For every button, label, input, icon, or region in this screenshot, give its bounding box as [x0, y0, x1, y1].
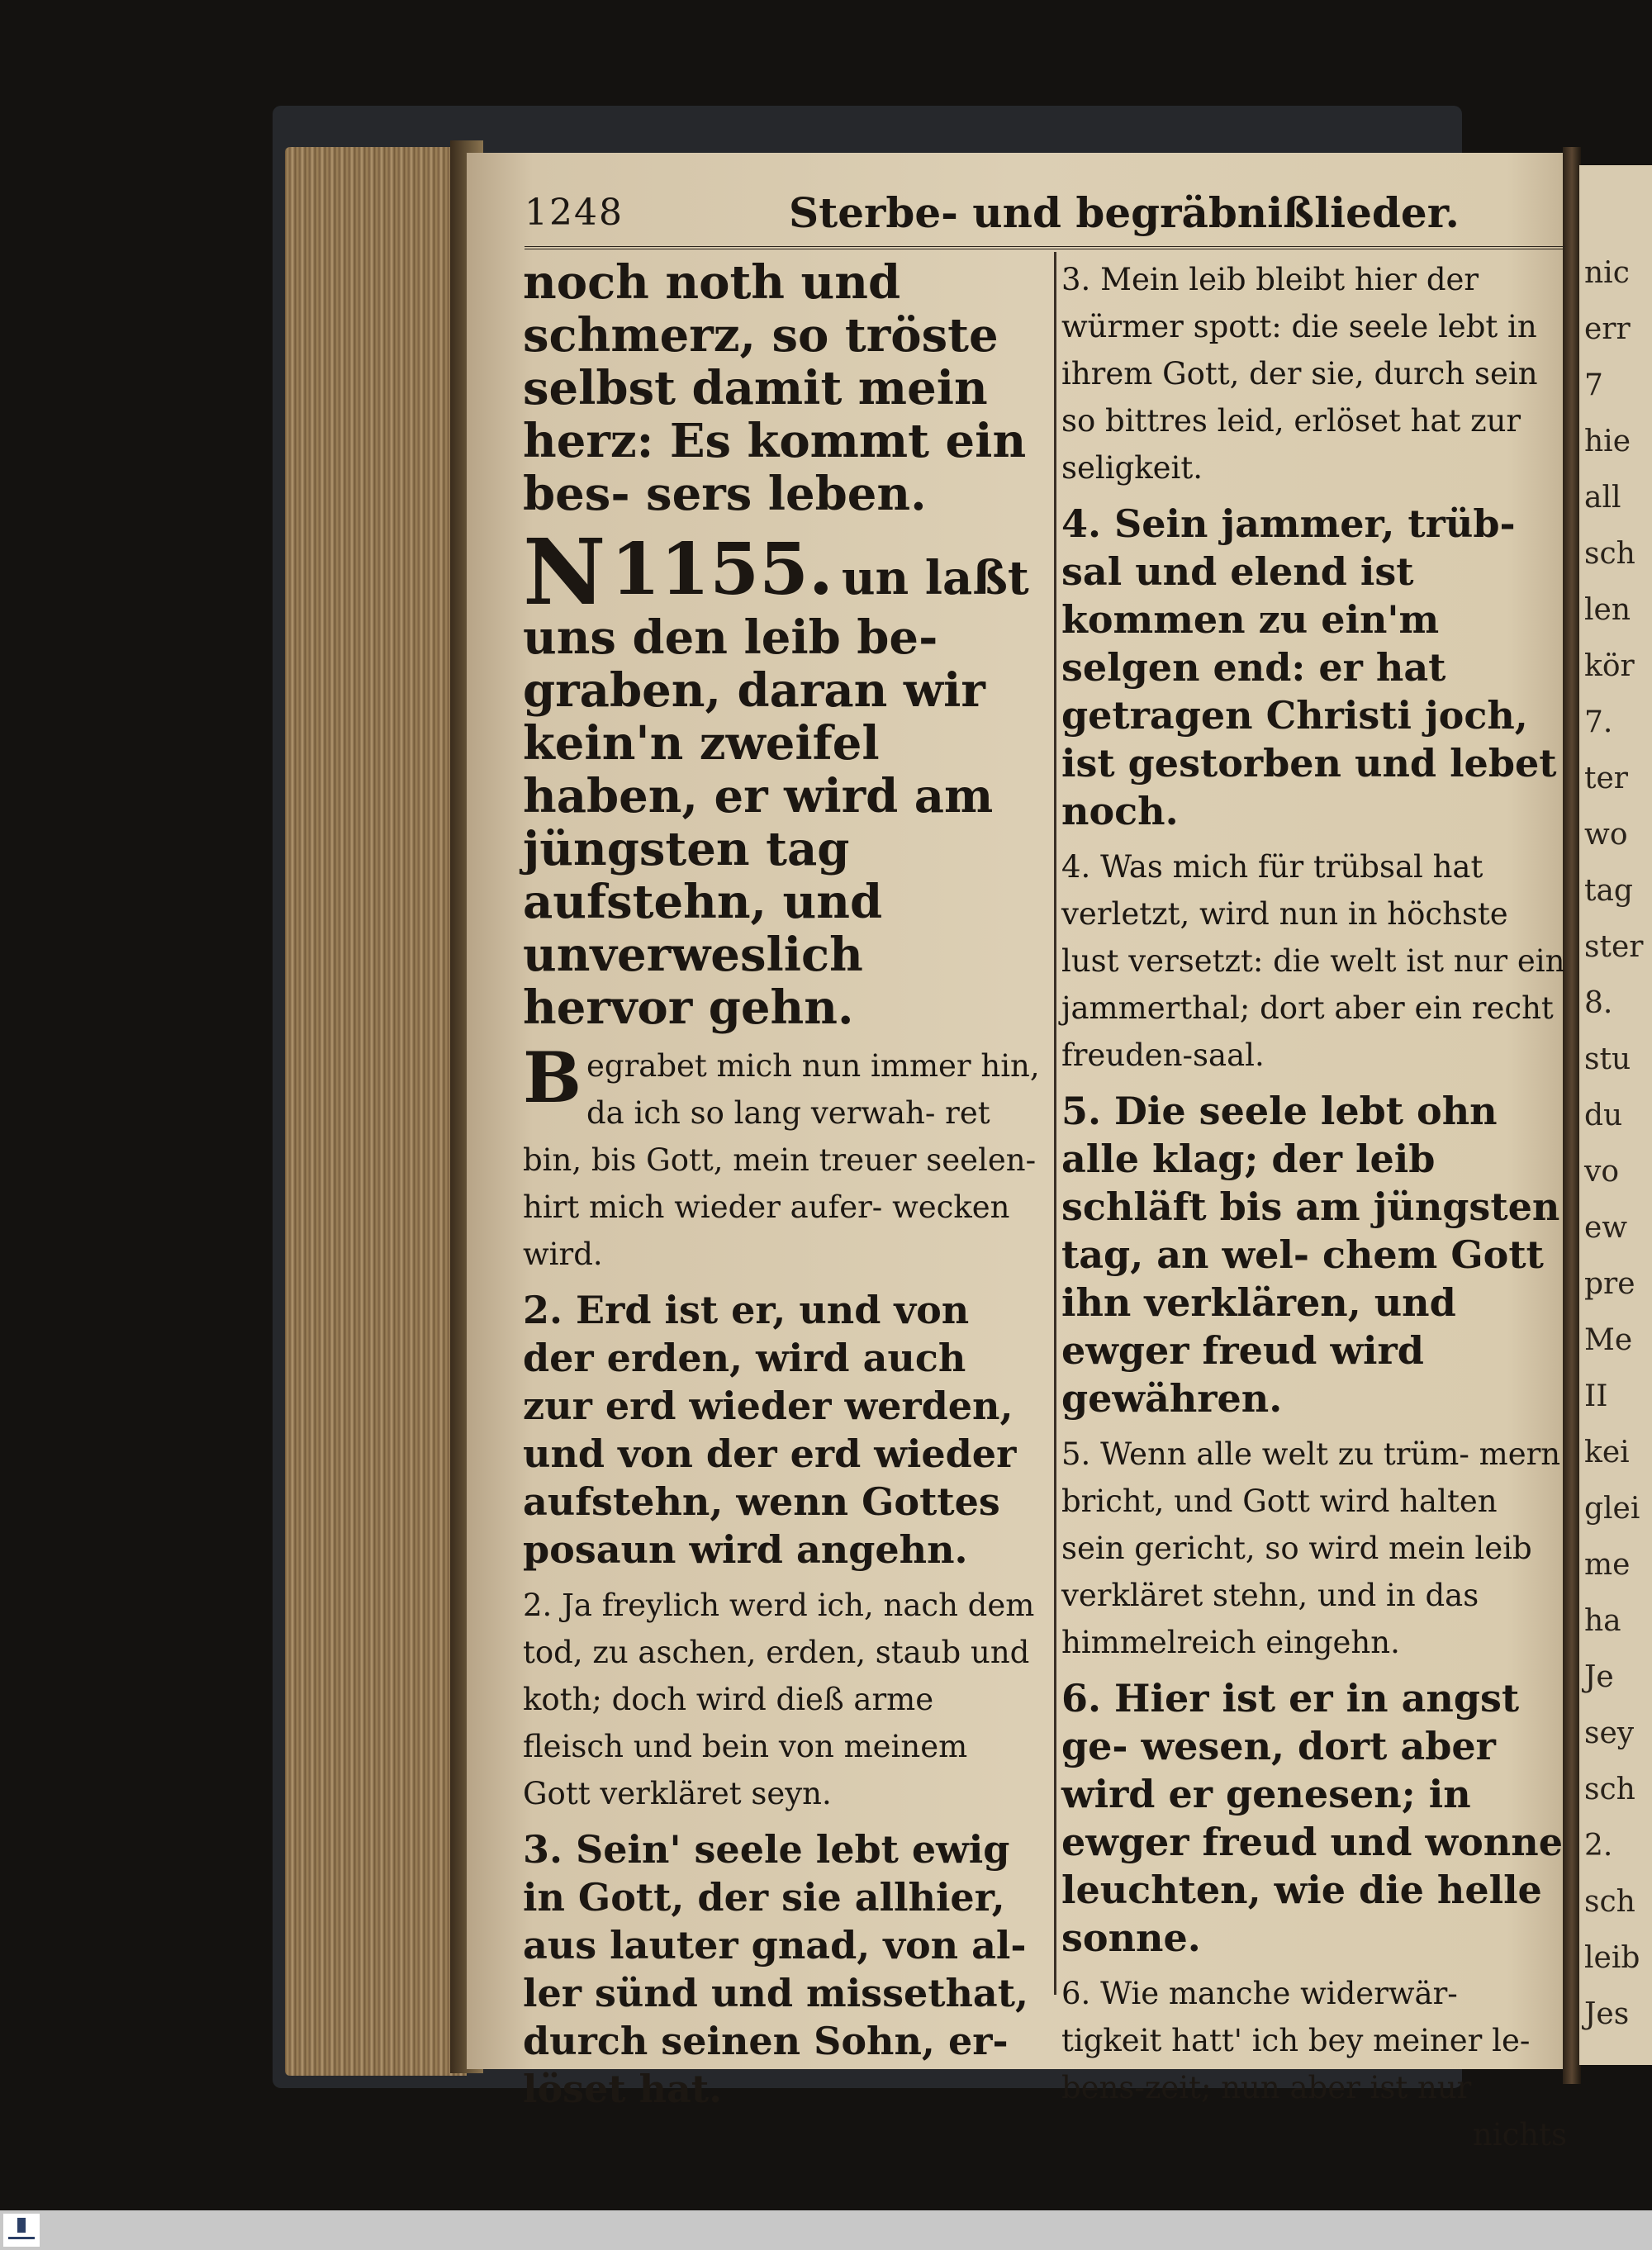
continuation-text: noch noth und schmerz, so tröste selbst damit mein herz: Es kommt ein bes- sers leben.	[523, 255, 1027, 521]
hymn-initial: N	[523, 519, 606, 625]
next-page-fragment: ster	[1584, 930, 1644, 964]
next-page-fragment: glei	[1584, 1492, 1640, 1526]
verse-6: 6. Hier ist er in angst ge- wesen, dort aber wird er genesen; in ewger freud und wonne leuchten, wie die helle sonne.	[1061, 1676, 1563, 1960]
next-page-fragment: Jes	[1584, 1997, 1630, 2031]
next-page-fragment: stu	[1584, 1042, 1631, 1076]
hymn-1155	[523, 519, 1043, 1035]
alternate-verse-4: 4. Was mich für trübsal hat verletzt, wird nun in höchste lust versetzt: die welt ist nur ein jammerthal; dort aber ein recht freuden-saal.	[1061, 849, 1565, 1073]
next-page-fragment: len	[1584, 593, 1631, 627]
page-header	[525, 188, 1565, 249]
next-page-fragment: Me	[1584, 1323, 1633, 1357]
next-page-fragment: du	[1584, 1099, 1623, 1132]
hymn-number: 1155.	[610, 528, 833, 611]
verse-2: 2. Erd ist er, und von der erden, wird auch zur erd wieder werden, und von der erd wieder aufstehn, wenn Gottes posaun wird angehn.	[523, 1288, 1017, 1572]
running-title: Sterbe- und begräbnißlieder.	[789, 188, 1460, 237]
next-page-fragment: vo	[1584, 1155, 1620, 1189]
next-page-fragment: sey	[1584, 1716, 1635, 1750]
logo-mark	[17, 2218, 26, 2233]
verse-5: 5. Die seele lebt ohn alle klag; der leib schläft bis am jüngsten tag, an wel- chem Gott ihn verklären, und ewger freud wird gewähren.	[1061, 1089, 1560, 1421]
next-page-fragment: ter	[1584, 762, 1628, 795]
hymn-text: un laßt uns den leib be- graben, daran wir kein'n zweifel haben, er wird am jüngsten tag aufstehn, und unverweslich hervor gehn.	[523, 551, 1029, 1035]
alternate-verse-2: 2. Ja freylich werd ich, nach dem tod, zu aschen, erden, staub und koth; doch wird dieß arme fleisch und bein von meinem Gott verkläret seyn.	[523, 1588, 1035, 1811]
next-page-fragment: Je	[1584, 1660, 1614, 1694]
next-page-fragment: hie	[1584, 425, 1631, 458]
next-page-fragment: sch	[1584, 1885, 1635, 1919]
page-number: 1248	[525, 192, 624, 234]
next-page-fragment: kei	[1584, 1436, 1630, 1469]
next-page-fragment: sch	[1584, 537, 1635, 571]
alternate-verse-5: 5. Wenn alle welt zu trüm- mern bricht, und Gott wird halten sein gericht, so wird mein leib verkläret stehn, und in das himmelreich eingehn.	[1061, 1436, 1561, 1660]
next-page-fragment: sch	[1584, 1773, 1635, 1806]
verse-4: 4. Sein jammer, trüb- sal und elend ist kommen zu ein'm selgen end: er hat getragen Christi joch, ist gestorben und lebet noch.	[1061, 501, 1557, 833]
next-page-fragment: err	[1584, 312, 1631, 346]
next-page-fragment: kör	[1584, 649, 1635, 683]
page-edges	[285, 147, 467, 2076]
next-page-fragment: pre	[1584, 1267, 1635, 1301]
alt-verse-text: egrabet mich nun immer hin, da ich so lang verwah- ret bin, bis Gott, mein treuer seelen-hirt mich wieder aufer- wecken wird.	[523, 1048, 1040, 1272]
next-page-fragment: all	[1584, 481, 1621, 515]
verse-3: 3. Sein' seele lebt ewig in Gott, der sie allhier, aus lauter gnad, von al- ler sünd und missethat, durch seinen Sohn, er- löset hat.	[523, 1827, 1028, 2111]
alternate-verse-1	[523, 1037, 1043, 1278]
next-page-fragment: 7.	[1584, 705, 1613, 739]
next-page-fragment: me	[1584, 1548, 1631, 1582]
alternate-verse-6: 6. Wie manche widerwär- tigkeit hatt' ich bey meiner le- bens-zeit; nun aber ist nur	[1061, 1976, 1531, 2105]
next-page-fragment: 2.	[1584, 1829, 1613, 1863]
next-page-fragment: wo	[1584, 818, 1628, 852]
next-page-fragment: ha	[1584, 1604, 1621, 1638]
right-column	[1061, 256, 1567, 2158]
next-page-fragment: ew	[1584, 1211, 1628, 1245]
next-page-edge	[1579, 165, 1652, 2065]
left-column	[523, 256, 1043, 2121]
next-page-fragment: tag	[1584, 874, 1633, 908]
next-page-fragment: nic	[1584, 256, 1630, 290]
next-page-fragment: II	[1584, 1379, 1608, 1413]
next-page-fragment: leib	[1584, 1941, 1640, 1975]
alternate-verse-3: 3. Mein leib bleibt hier der würmer spott: die seele lebt in ihrem Gott, der sie, durch sein so bittres leid, erlöset hat zur seligkeit.	[1061, 262, 1538, 486]
viewer-bottom-bar	[0, 2210, 1652, 2250]
library-logo-icon	[3, 2214, 40, 2247]
alt-initial: B	[523, 1037, 582, 1118]
column-divider	[1054, 252, 1056, 1995]
next-page-fragment: 7	[1584, 368, 1603, 402]
next-page-fragment: 8.	[1584, 986, 1613, 1020]
logo-line	[8, 2237, 35, 2239]
catchword: nichts	[1472, 2117, 1567, 2153]
